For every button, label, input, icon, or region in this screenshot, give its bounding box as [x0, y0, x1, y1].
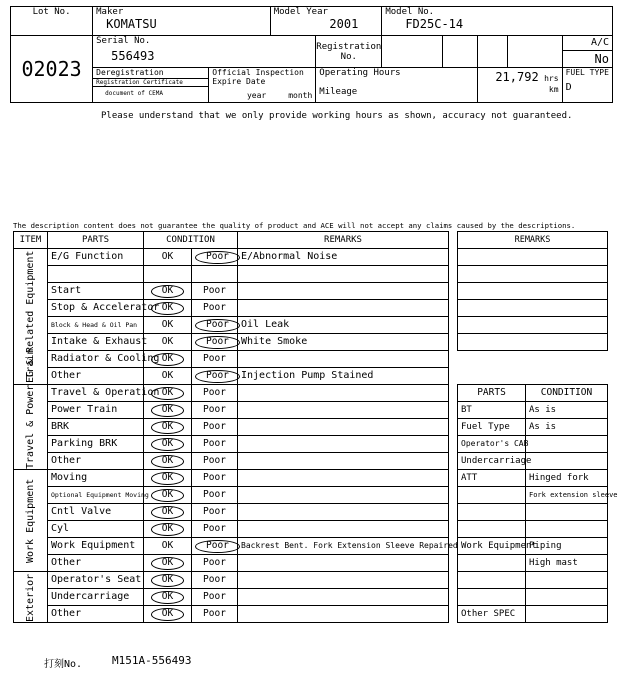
- ac-value: No: [594, 52, 609, 66]
- description-disclaimer: The description content does not guarantee the quality of product and ACE will not accept any claims caused by the descriptions.: [13, 221, 576, 230]
- ok-cell: [144, 487, 192, 504]
- condition-header: CONDITION: [144, 232, 238, 249]
- remark-text: [238, 385, 449, 402]
- right-part-name: Operator's CAB: [458, 436, 526, 453]
- poor-option: Poor: [203, 574, 226, 585]
- ok-cell: [144, 436, 192, 453]
- remark-text: Backrest Bent. Fork Extension Sleeve Repaired: [238, 538, 449, 555]
- right-remarks-row: [458, 249, 608, 266]
- right-condition-value: [526, 606, 608, 623]
- parts-condition-row: [458, 487, 608, 504]
- right-condition-value: As is: [526, 419, 608, 436]
- lot-label: Lot No.: [11, 7, 93, 36]
- right-remarks-row: [458, 283, 608, 300]
- reg-box-1: [382, 36, 443, 68]
- ok-cell: [144, 385, 192, 402]
- parts-condition-row: [458, 555, 608, 572]
- ok-option: OK: [151, 455, 184, 468]
- poor-cell: [192, 351, 238, 368]
- ok-option: OK: [151, 489, 184, 502]
- poor-cell: [192, 317, 238, 334]
- remark-text: [238, 555, 449, 572]
- condition-row: [14, 521, 449, 538]
- condition-row: [14, 283, 449, 300]
- poor-cell: [192, 249, 238, 266]
- ok-option: OK: [151, 438, 184, 451]
- ok-option: OK: [151, 302, 184, 315]
- parts-condition-row: [458, 504, 608, 521]
- serial-cell: [93, 36, 316, 68]
- poor-option: Poor: [203, 506, 226, 517]
- poor-option: Poor: [195, 370, 240, 383]
- right-part-name: [458, 572, 526, 589]
- deregistration-label: Deregistration: [93, 68, 208, 79]
- part-name: Undercarriage: [48, 589, 144, 606]
- poor-cell: [192, 368, 238, 385]
- part-name: Cyl: [48, 521, 144, 538]
- registration-certificate-label: Registration Certificate: [96, 79, 183, 86]
- lot-number: 02023: [11, 36, 93, 103]
- ok-cell: [144, 555, 192, 572]
- poor-option: Poor: [203, 353, 226, 364]
- condition-row: [14, 538, 449, 555]
- poor-option: Poor: [195, 319, 240, 332]
- vehicle-header-table: [10, 6, 613, 103]
- right-condition-value: Hinged fork: [526, 470, 608, 487]
- right-remarks-table: [457, 231, 608, 351]
- hours-notice: Please understand that we only provide working hours as shown, accuracy not guaranteed.: [101, 111, 573, 121]
- right-condition-value: [526, 572, 608, 589]
- poor-cell: [192, 419, 238, 436]
- ok-cell: [144, 606, 192, 623]
- part-name: Work Equipment: [48, 538, 144, 555]
- right-part-name: Fuel Type: [458, 419, 526, 436]
- remark-text: [238, 521, 449, 538]
- right-condition-value: [526, 521, 608, 538]
- ok-option: OK: [161, 319, 174, 330]
- part-name: Travel & Operation: [48, 385, 144, 402]
- fuel-type-label: FUEL TYPE: [565, 68, 609, 77]
- parts-condition-row: [458, 538, 608, 555]
- condition-row: [14, 470, 449, 487]
- model-year-label: Model Year: [273, 7, 328, 17]
- cema-label: document of CEMA: [93, 87, 209, 103]
- ok-option: OK: [161, 251, 174, 262]
- right-condition-header: CONDITION: [526, 385, 608, 402]
- item-group-label: Travel & Power Train: [14, 385, 48, 470]
- ok-option: OK: [151, 591, 184, 604]
- month-label: month: [288, 91, 313, 100]
- ok-option: OK: [151, 557, 184, 570]
- model-no-cell: [382, 7, 613, 36]
- condition-table: [13, 231, 458, 623]
- condition-row: [14, 385, 449, 402]
- ok-option: OK: [151, 574, 184, 587]
- condition-row: [14, 453, 449, 470]
- poor-cell: [192, 606, 238, 623]
- remark-text: Oil Leak: [238, 317, 449, 334]
- ok-option: OK: [151, 353, 184, 366]
- parts-condition-row: [458, 589, 608, 606]
- poor-cell: [192, 453, 238, 470]
- poor-cell: [192, 555, 238, 572]
- poor-option: Poor: [195, 540, 240, 553]
- right-part-name: [458, 504, 526, 521]
- part-name: Intake & Exhaust: [48, 334, 144, 351]
- part-name: E/G Function: [48, 249, 144, 266]
- condition-row: [14, 487, 449, 504]
- ok-cell: [144, 266, 192, 283]
- parts-condition-row: [458, 453, 608, 470]
- remark-text: [238, 436, 449, 453]
- right-condition-value: [526, 436, 608, 453]
- item-header: ITEM: [14, 232, 48, 249]
- parts-condition-row: [458, 436, 608, 453]
- poor-cell: [192, 504, 238, 521]
- condition-row: [14, 436, 449, 453]
- poor-option: Poor: [203, 472, 226, 483]
- parts-condition-table: [457, 384, 618, 623]
- ok-cell: [144, 368, 192, 385]
- ok-cell: [144, 249, 192, 266]
- ok-option: OK: [151, 387, 184, 400]
- parts-condition-row: [458, 606, 608, 623]
- right-remarks-row: [458, 334, 608, 351]
- right-condition-value: As is: [526, 402, 608, 419]
- poor-cell: [192, 487, 238, 504]
- remark-text: [238, 470, 449, 487]
- ok-cell: [144, 419, 192, 436]
- remark-text: [238, 572, 449, 589]
- parts-condition-row: [458, 402, 608, 419]
- part-name: Stop & Accelerator: [48, 300, 144, 317]
- condition-row: [14, 266, 449, 283]
- parts-condition-row: [458, 470, 608, 487]
- poor-option: Poor: [195, 336, 240, 349]
- remark-text: [238, 300, 449, 317]
- poor-option: Poor: [203, 302, 226, 313]
- part-name: Other: [48, 453, 144, 470]
- poor-option: Poor: [203, 421, 226, 432]
- condition-row: [14, 555, 449, 572]
- remark-text: Injection Pump Stained: [238, 368, 449, 385]
- ok-option: OK: [151, 404, 184, 417]
- poor-cell: [192, 385, 238, 402]
- hours-value: 21,792: [495, 70, 539, 84]
- parts-condition-row: [458, 419, 608, 436]
- remarks-header: REMARKS: [238, 232, 449, 249]
- part-name: Cntl Valve: [48, 504, 144, 521]
- right-part-name: [458, 487, 526, 504]
- remark-text: [238, 351, 449, 368]
- parts-condition-row: [458, 572, 608, 589]
- part-name: Start: [48, 283, 144, 300]
- remark-text: [238, 266, 449, 283]
- parts-condition-row: [458, 521, 608, 538]
- part-name: BRK: [48, 419, 144, 436]
- poor-cell: [192, 266, 238, 283]
- part-name: Other: [48, 368, 144, 385]
- maker-label: Maker: [96, 7, 124, 17]
- ok-option: OK: [161, 370, 174, 381]
- right-part-name: Other SPEC: [458, 606, 526, 623]
- ok-cell: [144, 334, 192, 351]
- right-part-name: [458, 589, 526, 606]
- reg-box-4: [508, 36, 562, 68]
- condition-row: [14, 300, 449, 317]
- ok-cell: [144, 504, 192, 521]
- right-condition-value: [526, 453, 608, 470]
- remark-text: [238, 487, 449, 504]
- poor-option: Poor: [203, 591, 226, 602]
- poor-option: Poor: [203, 455, 226, 466]
- fuel-type-value: D: [565, 82, 572, 93]
- remark-text: [238, 402, 449, 419]
- remark-text: [238, 589, 449, 606]
- condition-row: [14, 402, 449, 419]
- ok-cell: [144, 300, 192, 317]
- inspection-cell: [209, 68, 316, 103]
- ok-cell: [144, 283, 192, 300]
- poor-cell: [192, 300, 238, 317]
- poor-cell: [192, 470, 238, 487]
- poor-cell: [192, 572, 238, 589]
- poor-option: Poor: [195, 251, 240, 264]
- poor-option: Poor: [203, 608, 226, 619]
- remark-text: [238, 606, 449, 623]
- remark-text: [238, 453, 449, 470]
- right-part-name: [458, 521, 526, 538]
- item-group-label: EG & Related Equipment: [14, 249, 48, 385]
- poor-option: Poor: [203, 387, 226, 398]
- ac-label: A/C: [563, 36, 612, 51]
- mileage-unit: km: [548, 85, 559, 94]
- right-part-name: [458, 555, 526, 572]
- condition-row: [14, 504, 449, 521]
- year-label: year: [246, 91, 267, 100]
- ok-cell: [144, 351, 192, 368]
- serial-label: Serial No.: [96, 36, 151, 46]
- part-name: Other: [48, 555, 144, 572]
- right-parts-header: PARTS: [458, 385, 526, 402]
- ok-cell: [144, 538, 192, 555]
- condition-row: [14, 606, 449, 623]
- right-remarks-row: [458, 300, 608, 317]
- poor-option: Poor: [203, 438, 226, 449]
- model-no-value: FD25C-14: [405, 17, 464, 31]
- ok-option: OK: [161, 540, 174, 551]
- right-condition-value: Piping: [526, 538, 608, 555]
- poor-cell: [192, 589, 238, 606]
- ok-option: OK: [151, 421, 184, 434]
- ok-option: OK: [151, 523, 184, 536]
- hours-cell: [478, 68, 562, 103]
- right-remarks-header: REMARKS: [458, 232, 608, 249]
- stamp-number-label: 打刻No.: [44, 659, 83, 670]
- condition-row: [14, 419, 449, 436]
- condition-row: [14, 249, 449, 266]
- serial-value: 556493: [111, 49, 155, 63]
- poor-cell: [192, 402, 238, 419]
- maker-cell: [93, 7, 271, 36]
- poor-cell: [192, 521, 238, 538]
- parts-header: PARTS: [48, 232, 144, 249]
- right-part-name: ATT: [458, 470, 526, 487]
- fuel-cell: [562, 68, 612, 103]
- poor-cell: [192, 283, 238, 300]
- part-name: Moving: [48, 470, 144, 487]
- ok-cell: [144, 589, 192, 606]
- model-year-value: 2001: [329, 17, 359, 31]
- reg-box-2: [443, 36, 478, 68]
- right-remarks-row: [458, 266, 608, 283]
- condition-row: [14, 317, 449, 334]
- right-part-name: Undercarriage: [458, 453, 526, 470]
- right-part-name: BT: [458, 402, 526, 419]
- hours-label: Operating Hours: [316, 68, 478, 87]
- reg-box-3: [478, 36, 508, 68]
- ok-cell: [144, 572, 192, 589]
- ok-cell: [144, 521, 192, 538]
- poor-cell: [192, 538, 238, 555]
- ok-option: OK: [161, 336, 174, 347]
- poor-option: Poor: [203, 489, 226, 500]
- inspection-label: Official Inspection Expire Date: [212, 68, 304, 86]
- part-name: Radiator & Cooling: [48, 351, 144, 368]
- ok-cell: [144, 402, 192, 419]
- part-name: Block & Head & Oil Pan: [48, 317, 144, 334]
- right-condition-value: High mast: [526, 555, 608, 572]
- part-name: Other: [48, 606, 144, 623]
- part-name: Power Train: [48, 402, 144, 419]
- right-remarks-row: [458, 317, 608, 334]
- poor-cell: [192, 334, 238, 351]
- model-no-label: Model No.: [385, 7, 435, 17]
- condition-row: [14, 589, 449, 606]
- ok-option: OK: [151, 608, 184, 621]
- part-name: Operator's Seat: [48, 572, 144, 589]
- ok-option: OK: [151, 472, 184, 485]
- condition-row: [14, 334, 449, 351]
- stamp-number-value: M151A-556493: [112, 654, 192, 667]
- poor-option: Poor: [203, 523, 226, 534]
- poor-cell: [192, 436, 238, 453]
- remark-text: White Smoke: [238, 334, 449, 351]
- item-group-label: Work Equipment: [14, 470, 48, 572]
- hours-unit: hrs: [544, 74, 559, 83]
- right-part-name: Work Equipment: [458, 538, 526, 555]
- dereg-cell: [93, 68, 209, 87]
- mileage-label: Mileage: [316, 87, 478, 103]
- poor-option: Poor: [203, 404, 226, 415]
- right-condition-value: [526, 504, 608, 521]
- remark-text: [238, 283, 449, 300]
- condition-row: [14, 368, 449, 385]
- part-name: [48, 266, 144, 283]
- poor-option: Poor: [203, 285, 226, 296]
- condition-row: [14, 351, 449, 368]
- model-year-cell: [270, 7, 382, 36]
- ok-cell: [144, 317, 192, 334]
- ok-option: OK: [151, 506, 184, 519]
- condition-row: [14, 572, 449, 589]
- part-name: Optional Equipment Moving: [48, 487, 144, 504]
- part-name: Parking BRK: [48, 436, 144, 453]
- remark-text: E/Abnormal Noise: [238, 249, 449, 266]
- remark-text: [238, 504, 449, 521]
- right-condition-value: Fork extension sleeve: [526, 487, 608, 504]
- registration-label: Registration No.: [316, 36, 382, 68]
- right-condition-value: [526, 589, 608, 606]
- ok-cell: [144, 470, 192, 487]
- maker-value: KOMATSU: [106, 17, 157, 31]
- remark-text: [238, 419, 449, 436]
- ok-option: OK: [151, 285, 184, 298]
- item-group-label: Exterior: [14, 572, 48, 623]
- poor-option: Poor: [203, 557, 226, 568]
- ok-cell: [144, 453, 192, 470]
- ac-cell: [562, 36, 612, 68]
